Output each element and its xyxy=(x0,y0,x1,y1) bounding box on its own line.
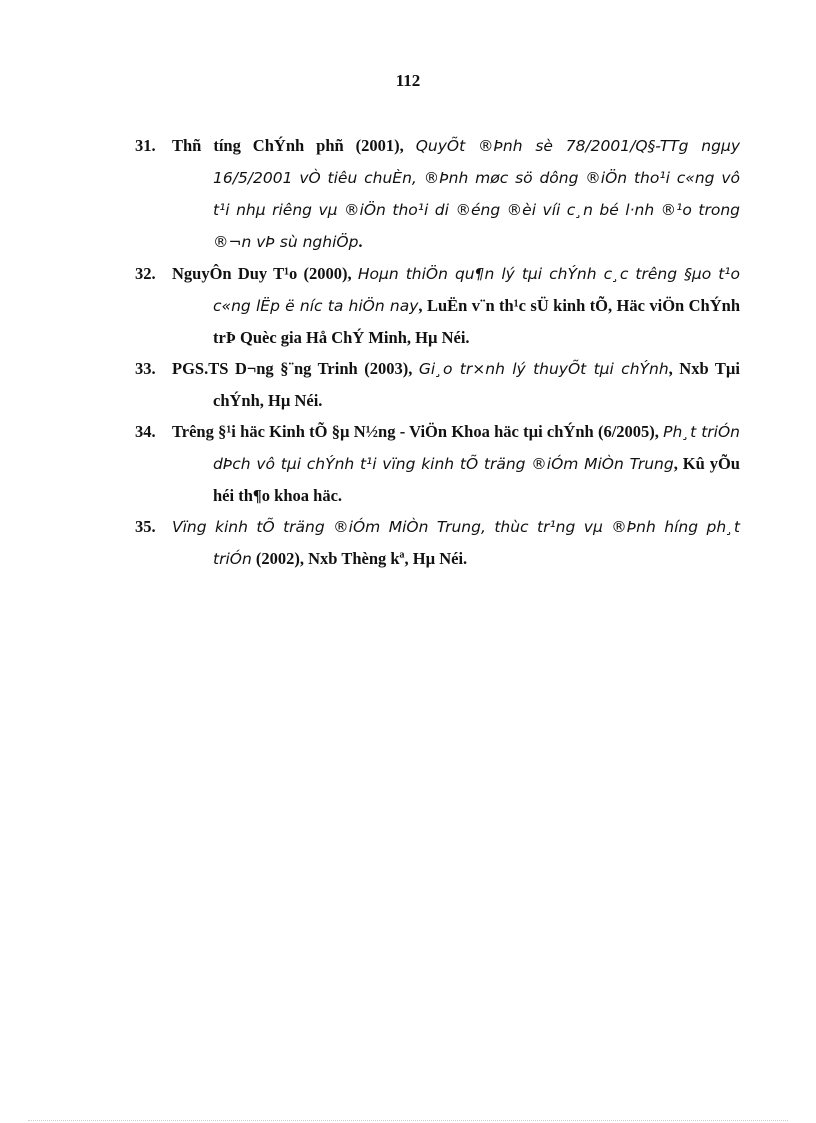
reference-author-year: Thñ tíng ChÝnh phñ (2001), xyxy=(172,136,416,155)
reference-number: 34. xyxy=(135,422,156,441)
reference-author-year: Trêng §¹i häc Kinh tÕ §µ N½ng - ViÖn Khoa häc tµi chÝnh (6/2005), xyxy=(172,422,664,441)
page-number: 112 xyxy=(395,71,421,90)
reference-item xyxy=(135,258,740,353)
reference-number: 31. xyxy=(135,136,156,155)
page-bottom-border xyxy=(28,1120,788,1121)
reference-title: QuyÕt ®Þnh sè 78/2001/Q§-TTg ngµy 16/5/2001 vÒ tiêu chuÈn, ®Þnh møc sö dông ®iÖn tho¹i c«ng vô t¹i nhµ riêng vµ ®iÖn tho¹i di ®éng ®èi víi c¸n bé l·nh ®¹o trong ®¬n vÞ sù nghiÖp xyxy=(213,137,740,251)
reference-title: Ph¸t triÓn dÞch vô tµi chÝnh t¹i vïng kinh tÕ träng ®iÓm MiÒn Trung xyxy=(213,423,740,473)
reference-number: 32. xyxy=(135,264,156,283)
reference-item xyxy=(135,511,740,575)
reference-title: Vïng kinh tÕ träng ®iÓm MiÒn Trung, thùc tr¹ng vµ ®Þnh híng ph¸t triÓn xyxy=(172,518,740,568)
reference-author-year: PGS.TS D¬ng §¨ng Trinh (2003), xyxy=(172,359,419,378)
reference-title: Hoµn thiÖn qu¶n lý tµi chÝnh c¸c trêng §µo t¹o c«ng lËp ë níc ta hiÖn nay xyxy=(213,265,740,315)
reference-item xyxy=(135,416,740,511)
reference-item xyxy=(135,353,740,416)
reference-number: 35. xyxy=(135,517,156,536)
reference-publisher: (2002), Nxb Thèng kª, Hµ Néi. xyxy=(251,549,468,568)
reference-number: 33. xyxy=(135,359,156,378)
reference-list xyxy=(135,130,740,575)
reference-publisher: , LuËn v¨n th¹c sÜ kinh tÕ, Häc viÖn ChÝnh trÞ Quèc gia Hå ChÝ Minh, Hµ Néi. xyxy=(213,296,740,347)
reference-item xyxy=(135,130,740,258)
reference-publisher: , Kû yÕu héi th¶o khoa häc. xyxy=(213,454,740,505)
reference-publisher: . xyxy=(358,232,363,251)
reference-publisher: , Nxb Tµi chÝnh, Hµ Néi. xyxy=(213,359,740,410)
reference-author-year: NguyÔn Duy T¹o (2000), xyxy=(172,264,358,283)
reference-title: Gi¸o tr×nh lý thuyÕt tµi chÝnh xyxy=(418,360,669,378)
